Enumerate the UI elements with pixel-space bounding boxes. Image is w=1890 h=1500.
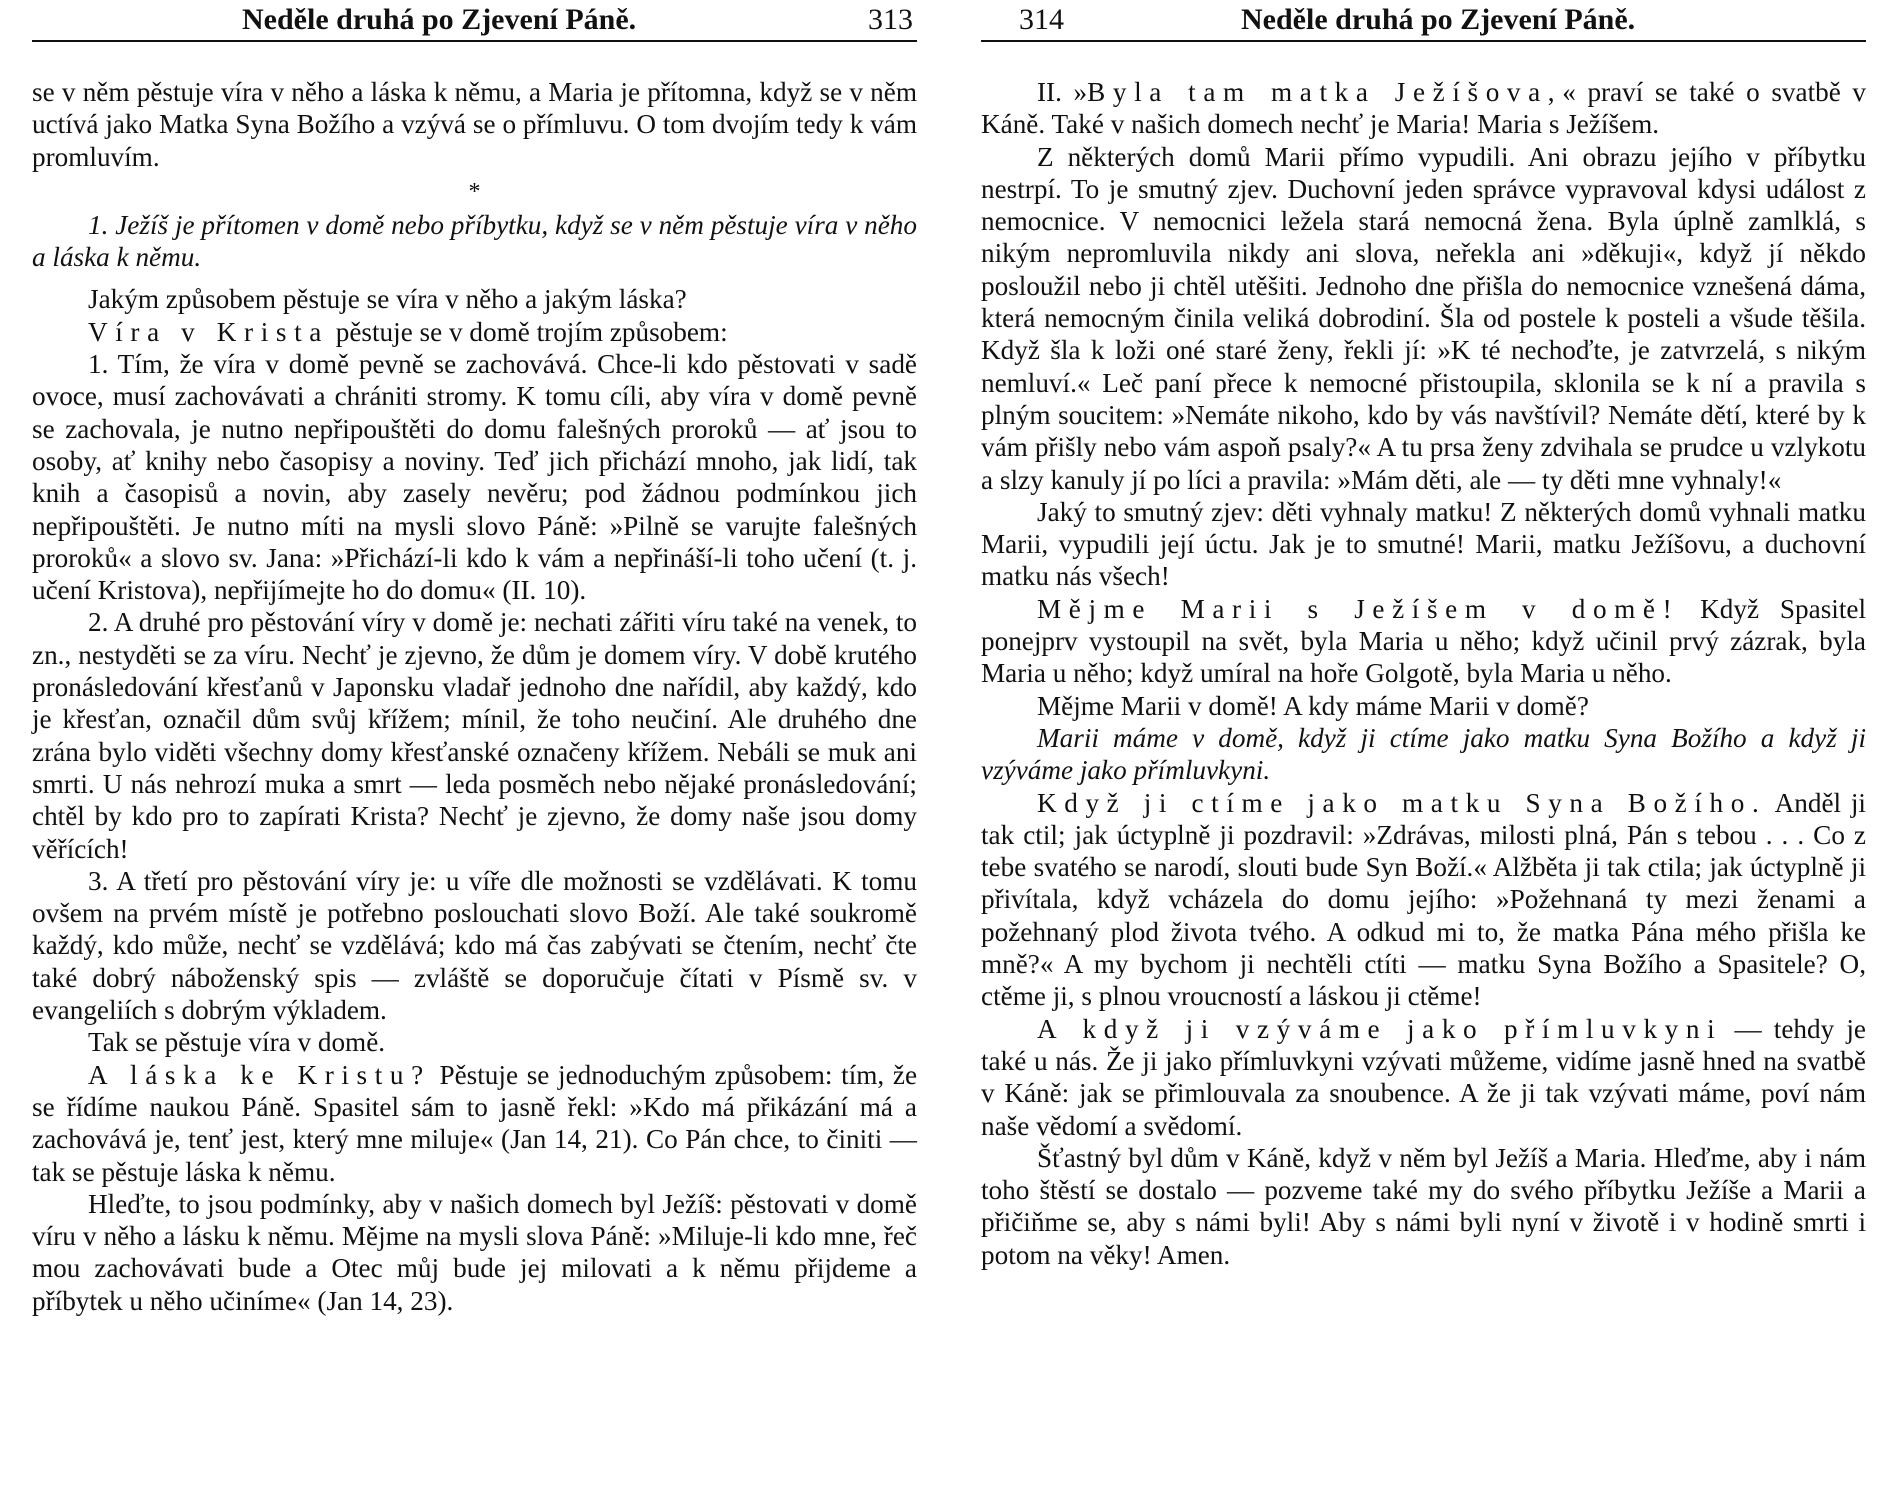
paragraph: Hleďte, to jsou podmínky, aby v našich domech byl Ježíš: pěstovati v domě víru v něho a lásku k němu. Mějme na mysli slova Páně: »Miluje-li kdo mne, řeč mou zachovávati bude a Otec můj bude jej milovati a k němu přijdeme a příbytek u něho učiníme« (Jan 14, 23). (32, 1188, 917, 1316)
section-heading: II. »Byla tam matka Ježíšova,« praví se také o svatbě v Káně. Také v našich domech nechť je Maria! Maria s Ježíšem. (981, 77, 1867, 140)
numbered-point: 1. Tím, že víra v domě pevně se zachovává. Chce-li kdo pěstovati v sadě ovoce, musí zachovávati a chrániti stromy. K tomu cíli, aby víra v domě pevně se zachovala, je nutno nepřipouštěti do domu falešných proroků — ať jsou to osoby, ať knihy nebo časopisy a noviny. Teď jich přichází mnoho, jak lidí, tak knih a časopisů a novin, aby zasely nevěru; pod žádnou podmínkou jich nepřipouštěti. Je nutno míti na mysli slovo Páně: »Pilně se varujte falešných proroků« a slovo sv. Jana: »Přichází-li kdo k vám a nepřináší-li toho učení (t. j. učení Kristova), nepřijímejte ho do domu« (II. 10). (32, 349, 917, 606)
paragraph: se v něm pěstuje víra v něho a láska k němu, a Maria je přítomna, když se v něm uctívá jako Matka Syna Božího a vzývá se o přímluvu. O tom dvojím tedy k vám promluvím. (32, 77, 917, 172)
numbered-point: 3. A třetí pro pěstování víry je: u víře dle možnosti se vzdělávati. K tomu ovšem na prvém místě je potřebno poslouchati slovo Boží. Ale také soukromě každý, kdo může, nechť se vzdělává; kdo má čas zabývati se čtením, nechť čte také dobrý náboženský spis — zvláště se doporučuje čítati v Písmě sv. v evangeliích s dobrým výkladem. (32, 865, 917, 1026)
header-title: Neděle druhá po Zjevení Páně. (1241, 3, 1636, 36)
numbered-point: 2. A druhé pro pěstování víry v domě je: nechati zářiti víru také na venek, to zn., nestyděti se za víru. Nechť je zjevno, že dům je domem víry. V době krutého pronásledování křesťanů v Japonsku vladař jednoho dne nařídil, aby každý, kdo je křesťan, označil dům svůj křížem; mínil, že toho neučiní. Ale druhého dne zrána bylo viděti všechny domy křesťanské označeny křížem. Nebáli se muk ani smrti. U nás nehrozí muka a smrt — leda posměch nebo nějaké pronásledování; chtěl by kdo pro to zapírati Krista? Nechť je zjevno, že domy naše jsou domy věřících! (32, 607, 917, 864)
paragraph: Šťastný byl dům v Káně, když v něm byl Ježíš a Maria. Hleďme, aby i nám toho štěstí se dostalo — pozveme také my do svého příbytku Ježíše a Marii a přičiňme se, aby s námi byli! Aby s námi byli nyní v životě i v hodině smrti i potom na věky! Amen. (981, 1142, 1866, 1270)
paragraph: Jaký to smutný zjev: děti vyhnaly matku! Z některých domů vyhnali matku Marii, vypudili její úctu. Jak je to smutné! Marii, matku Ježíšovu, a duchovní matku nás všech! (981, 496, 1866, 592)
paragraph: Tak se pěstuje víra v domě. (88, 1027, 386, 1058)
spaced-emphasis: A láska ke Kristu? (88, 1059, 431, 1090)
header-title: Neděle druhá po Zjevení Páně. (242, 3, 637, 36)
page-body (32, 42, 917, 1317)
paragraph: A láska ke Kristu? Pěstuje se jednoduchým způsobem: tím, že se řídíme naukou Páně. Spasitel sám to jasně řekl: »Kdo má přikázání má a zachovává je, tenť jest, který mne miluje« (Jan 14, 21). Co Pán chce, to činiti — tak se pěstuje láska k němu. (32, 1059, 918, 1187)
paragraph: Mějme Marii v domě! A kdy máme Marii v domě? (1037, 690, 1589, 721)
italic-statement: Marii máme v domě, když ji ctíme jako matku Syna Božího a když ji vzýváme jako přímluvkyni. (981, 722, 1866, 786)
section-heading: 1. Ježíš je přítomen v domě nebo příbytku, když se v něm pěstuje víra v něho a láska k němu. (32, 209, 917, 273)
paragraph: Z některých domů Marii přímo vypudili. Ani obrazu jejího v příbytku nestrpí. To je smutný zjev. Duchovní jeden správce vypravoval kdysi událost z nemocnice. V nemocnici ležela stará nemocná žena. Byla úplně zamlklá, s nikým nepromluvila nikdy ani slova, neřekla ani »děkuji«, když jí někdo posloužil nebo ji chtěl utěšiti. Jednoho dne přišla do nemocnice vznešená dáma, která nemocným činila veliká dobrodiní. Šla od postele k posteli a všude těšila. Když šla k loži oné staré ženy, řekli jí: »K té nechoďte, je zatvrzelá, s nikým nemluví.« Leč paní přece k nemocné přistoupila, sklonila se k ní a pravila s plným soucitem: »Nemáte nikoho, kdo by vás navštívil? Nemáte dětí, které by k vám přišly nebo vám aspoň psaly?« A tu prsa ženy zdvihala se prudce u vzlykotu a slzy kanuly jí po líci a pravila: »Mám děti, ale — ty děti mne vyhnaly!« (981, 141, 1866, 495)
page-body (981, 42, 1866, 1271)
paragraph: Víra v Krista pěstuje se v domě trojím způsobem: (88, 316, 728, 347)
spaced-emphasis: Byla tam matka Ježíšova, (1087, 77, 1563, 107)
page-number: 313 (868, 3, 913, 36)
paragraph: Jakým způsobem pěstuje se víra v něho a jakým láska? (88, 284, 687, 315)
page-number: 314 (1019, 3, 1064, 36)
section-divider-star: * (468, 178, 481, 205)
paragraph: Mějme Marii s Ježíšem v domě! Když Spasitel ponejprv vystoupil na svět, byla Maria u něho; když učinil prvý zázrak, byla Maria u něho; když umíral na hoře Golgotě, byla Maria u něho. (981, 593, 1867, 689)
spaced-emphasis: Mějme Marii s Ježíšem v domě! (1037, 593, 1680, 624)
running-header (32, 0, 917, 42)
running-header (981, 0, 1866, 42)
right-page (945, 0, 1890, 1500)
spaced-emphasis: A když ji vzýváme jako přímluvkyni (1037, 1013, 1723, 1044)
spaced-emphasis: Když ji ctíme jako matku Syna Božího. (1037, 787, 1767, 818)
spaced-emphasis: Víra v Krista (88, 316, 329, 347)
paragraph: A když ji vzýváme jako přímluvkyni — tehdy je také u nás. Že ji jako přímluvkyni vzývati můžeme, vidíme jasně hned na svatbě v Káně: jak se přimlouvala za snoubence. A že ji tak vzývati máme, poví nám naše vědomí a svědomí. (981, 1013, 1866, 1141)
paragraph: Když ji ctíme jako matku Syna Božího. Anděl ji tak ctil; jak úctyplně ji pozdravil: »Zdrávas, milosti plná, Pán s tebou . . . Co z tebe svatého se narodí, slouti bude Syn Boží.« Alžběta ji tak ctila; jak úctyplně ji přivítala, když vcházela do domu jejího: »Požehnaná ty mezi ženami a požehnaný plod života tvého. A odkud mi to, že matka Pána mého přišla ke mně?« A my bychom ji nechtěli ctíti — matku Syna Božího a Spasitele? O, ctěme ji, s plnou vroucností a láskou ji ctěme! (981, 787, 1866, 1012)
